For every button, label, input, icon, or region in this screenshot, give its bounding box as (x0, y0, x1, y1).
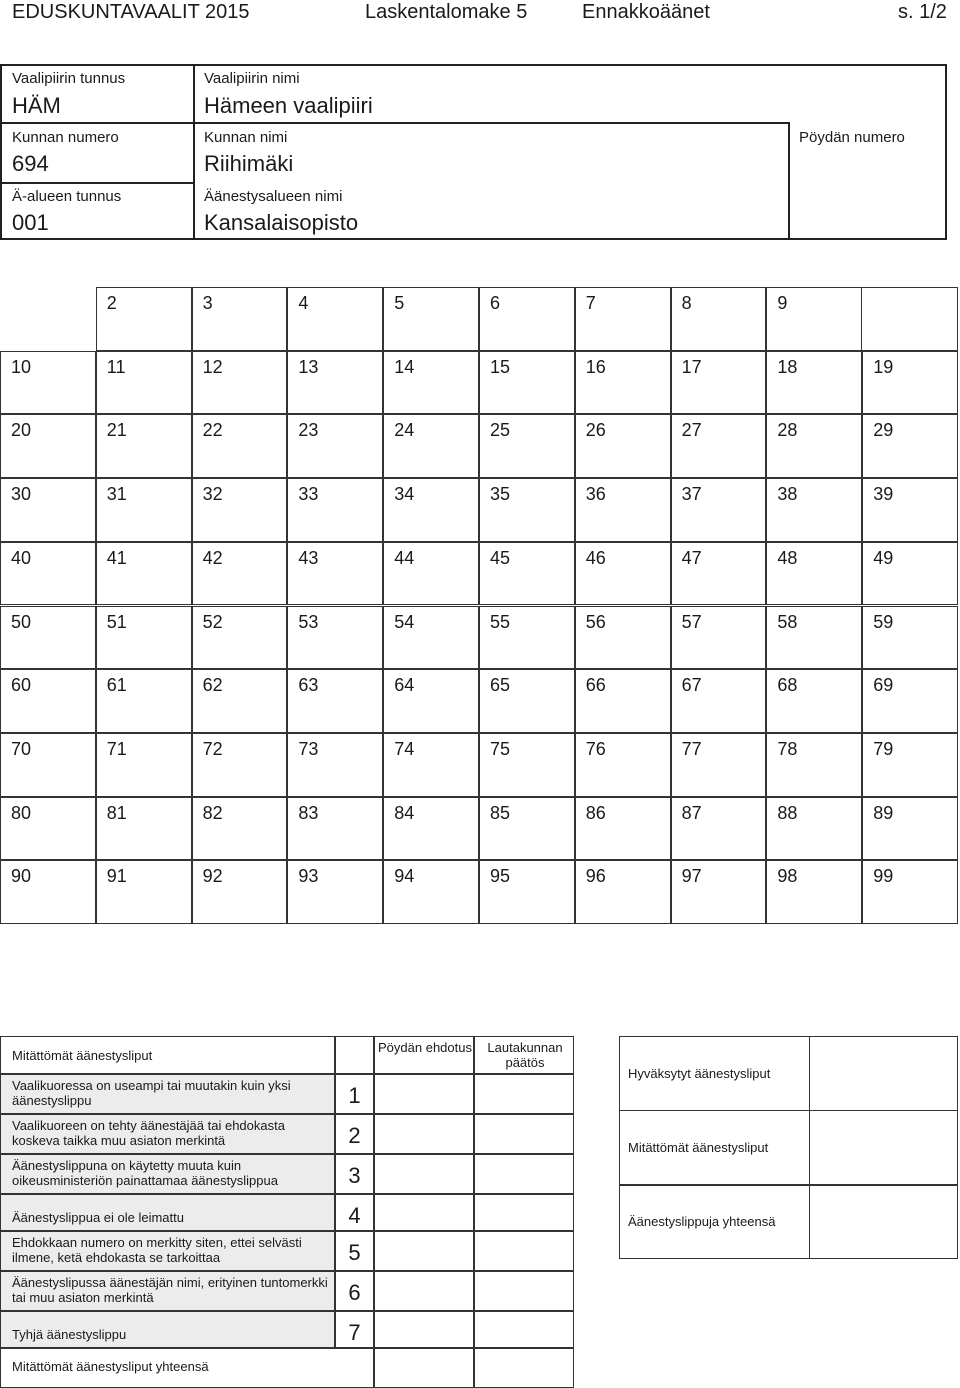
candidate-number: 13 (298, 356, 319, 377)
candidate-number: 65 (490, 675, 511, 696)
election-title: EDUSKUNTAVAALIT 2015 (12, 1, 250, 23)
candidate-number: 91 (106, 866, 127, 887)
candidate-cell[interactable] (383, 351, 479, 415)
candidate-number: 2 (106, 293, 117, 313)
invalid-reason-cell (0, 1074, 335, 1114)
candidate-cell[interactable] (671, 797, 767, 861)
invalid-reason-text: Vaalikuoressa on useampi tai muutakin kuin yksi äänestyslippu (12, 1078, 291, 1108)
invalid-total-cell (0, 1348, 374, 1388)
candidate-cell[interactable] (383, 542, 479, 606)
candidate-cell[interactable] (96, 669, 192, 733)
municipality-name-label: Kunnan nimi (204, 129, 288, 146)
candidate-number: 64 (394, 675, 415, 696)
candidate-number: 83 (298, 802, 319, 823)
candidate-number: 68 (777, 675, 798, 696)
summary-accepted-field[interactable] (810, 1037, 957, 1109)
candidate-number: 38 (777, 484, 798, 505)
candidate-number: 11 (106, 356, 126, 377)
candidate-number: 8 (681, 293, 692, 313)
candidate-cell[interactable] (575, 733, 671, 797)
table-number-divider (788, 122, 790, 240)
candidate-number: 85 (490, 802, 511, 823)
candidate-number: 10 (11, 356, 32, 377)
candidate-cell[interactable] (766, 669, 862, 733)
candidate-cell[interactable] (0, 606, 96, 670)
candidate-number: 40 (11, 547, 32, 568)
candidate-number: 6 (490, 293, 501, 313)
municipality-name: Riihimäki (204, 151, 294, 176)
candidate-cell[interactable] (766, 860, 862, 924)
candidate-cell[interactable] (96, 351, 192, 415)
candidate-number: 80 (11, 802, 32, 823)
table-proposal-field[interactable] (374, 1074, 474, 1114)
board-decision-header (474, 1036, 574, 1074)
candidate-cell[interactable] (671, 606, 767, 670)
vote-type: Ennakkoäänet (582, 1, 710, 23)
board-decision-field[interactable] (474, 1271, 574, 1311)
area-name: Kansalaisopisto (204, 210, 359, 235)
candidate-number: 43 (298, 547, 319, 568)
candidate-number: 66 (585, 675, 606, 696)
candidate-cell[interactable] (383, 414, 479, 478)
candidate-number: 87 (681, 802, 702, 823)
candidate-number: 82 (202, 802, 223, 823)
table-proposal-header (374, 1036, 474, 1074)
candidate-cell[interactable] (766, 797, 862, 861)
invalid-code: 2 (348, 1123, 361, 1148)
candidate-cell[interactable] (671, 414, 767, 478)
candidate-number: 12 (202, 356, 223, 377)
invalid-reason-cell (0, 1231, 335, 1271)
district-name: Hämeen vaalipiiri (204, 93, 373, 118)
candidate-number: 44 (394, 547, 415, 568)
candidate-number: 70 (11, 738, 32, 759)
invalid-reason-cell (0, 1311, 335, 1348)
invalid-total-label: Mitättömät äänestysliput yhteensä (12, 1359, 209, 1374)
candidate-number: 4 (298, 293, 309, 313)
candidate-number: 94 (394, 866, 415, 887)
info-divider (193, 64, 195, 240)
candidate-number: 33 (298, 484, 319, 505)
candidate-number: 61 (106, 675, 127, 696)
candidate-number: 50 (11, 611, 32, 632)
invalid-code: 3 (348, 1163, 361, 1188)
invalid-reason-cell (0, 1271, 335, 1311)
candidate-cell[interactable] (383, 733, 479, 797)
candidate-cell[interactable] (862, 860, 958, 924)
candidate-number: 93 (298, 866, 319, 887)
candidate-cell[interactable] (0, 542, 96, 606)
candidate-cell[interactable] (383, 287, 479, 351)
candidate-number: 30 (11, 484, 32, 505)
form-title: Laskentalomake 5 (365, 1, 528, 23)
candidate-cell[interactable] (383, 606, 479, 670)
candidate-number: 75 (490, 738, 511, 759)
candidate-number: 53 (298, 611, 319, 632)
candidate-cell[interactable] (862, 414, 958, 478)
candidate-cell[interactable] (575, 669, 671, 733)
candidate-number: 77 (681, 738, 702, 759)
candidate-number: 25 (490, 420, 511, 441)
invalid-code-cell (335, 1114, 374, 1154)
candidate-cell[interactable] (287, 606, 383, 670)
candidate-number: 20 (11, 420, 32, 441)
area-code-label: Ä-alueen tunnus (12, 188, 122, 205)
candidate-cell[interactable] (287, 669, 383, 733)
candidate-cell[interactable] (575, 478, 671, 542)
candidate-number: 52 (202, 611, 223, 632)
info-row-line (0, 182, 193, 184)
candidate-number: 88 (777, 802, 798, 823)
board-decision-field[interactable] (474, 1114, 574, 1154)
candidate-cell[interactable] (862, 797, 958, 861)
candidate-cell[interactable] (862, 542, 958, 606)
candidate-number: 3 (202, 293, 213, 313)
candidate-cell[interactable] (479, 287, 575, 351)
candidate-cell[interactable] (0, 669, 96, 733)
invalid-reason-cell (0, 1114, 335, 1154)
candidate-number: 84 (394, 802, 415, 823)
candidate-number: 42 (202, 547, 223, 568)
candidate-cell[interactable] (766, 414, 862, 478)
candidate-cell[interactable] (0, 797, 96, 861)
board-decision-field[interactable] (474, 1231, 574, 1271)
candidate-number: 34 (394, 484, 415, 505)
candidate-cell[interactable] (287, 478, 383, 542)
invalid-reason-text: Äänestyslippuna on käytetty muuta kuin oikeusministeriön painattamaa äänestyslippua (12, 1158, 278, 1188)
candidate-cell[interactable] (862, 478, 958, 542)
candidate-cell[interactable] (766, 733, 862, 797)
candidate-cell[interactable] (192, 414, 288, 478)
invalid-reason-text: Tyhjä äänestyslippu (12, 1327, 127, 1342)
candidate-cell[interactable] (192, 733, 288, 797)
code-header-cell (335, 1036, 374, 1074)
candidate-cell[interactable] (383, 669, 479, 733)
candidate-cell[interactable] (192, 606, 288, 670)
invalid-reason-cell (0, 1194, 335, 1231)
candidate-number: 98 (777, 866, 798, 887)
candidate-cell[interactable] (479, 733, 575, 797)
invalid-code-cell (335, 1194, 374, 1231)
candidate-number: 72 (202, 738, 223, 759)
candidate-cell[interactable] (96, 733, 192, 797)
candidate-cell[interactable] (96, 606, 192, 670)
candidate-number: 62 (202, 675, 223, 696)
candidate-number: 92 (202, 866, 223, 887)
candidate-cell[interactable] (766, 478, 862, 542)
candidate-number: 46 (585, 547, 606, 568)
candidate-number: 24 (394, 420, 415, 441)
candidate-number: 58 (777, 611, 798, 632)
candidate-cell[interactable] (575, 351, 671, 415)
candidate-number: 45 (490, 547, 511, 568)
candidate-number: 41 (106, 547, 127, 568)
col-table-proposal: Pöydän ehdotus (378, 1040, 472, 1055)
candidate-number: 47 (681, 547, 702, 568)
candidate-number: 15 (490, 356, 511, 377)
candidate-cell[interactable] (383, 860, 479, 924)
invalid-reason-text: Vaalikuoreen on tehty äänestäjää tai ehdokasta koskeva taikka muu asiaton merkintä (12, 1118, 285, 1148)
candidate-number: 51 (106, 611, 127, 632)
candidate-cell[interactable] (575, 542, 671, 606)
candidate-number: 17 (681, 356, 702, 377)
candidate-number: 99 (873, 866, 894, 887)
invalid-code-cell (335, 1074, 374, 1114)
candidate-cell[interactable] (671, 733, 767, 797)
candidate-cell[interactable] (862, 606, 958, 670)
candidate-cell[interactable] (0, 733, 96, 797)
invalid-reason-text: Ehdokkaan numero on merkitty siten, ettei selvästi ilmene, ketä ehdokasta se tarkoittaa (12, 1235, 302, 1265)
table-proposal-field[interactable] (374, 1311, 474, 1348)
candidate-number: 81 (106, 802, 127, 823)
invalid-title-cell (0, 1036, 335, 1074)
candidate-cell[interactable] (96, 478, 192, 542)
candidate-number: 26 (585, 420, 606, 441)
invalid-code: 5 (348, 1240, 361, 1265)
candidate-cell[interactable] (0, 351, 96, 415)
candidate-cell[interactable] (287, 287, 383, 351)
area-name-label: Äänestysalueen nimi (204, 188, 343, 205)
candidate-number: 16 (585, 356, 606, 377)
candidate-number: 23 (298, 420, 319, 441)
invalid-code-cell (335, 1154, 374, 1194)
invalid-reason-text: Äänestyslippua ei ole leimattu (12, 1210, 184, 1225)
info-row-line (0, 122, 790, 124)
candidate-number: 35 (490, 484, 511, 505)
candidate-cell[interactable] (575, 287, 671, 351)
candidate-cell[interactable] (575, 414, 671, 478)
table-proposal-field[interactable] (374, 1114, 474, 1154)
candidate-cell[interactable] (766, 351, 862, 415)
invalid-code: 1 (348, 1083, 361, 1108)
summary-total-label: Äänestyslippuja yhteensä (628, 1214, 776, 1229)
candidate-number: 63 (298, 675, 319, 696)
table-proposal-field[interactable] (374, 1271, 474, 1311)
candidate-number: 78 (777, 738, 798, 759)
board-decision-field[interactable] (474, 1074, 574, 1114)
candidate-number: 37 (681, 484, 702, 505)
candidate-number: 56 (585, 611, 606, 632)
invalid-reason-cell (0, 1154, 335, 1194)
col-board-decision: Lautakunnan päätös (487, 1040, 563, 1070)
candidate-cell[interactable] (862, 733, 958, 797)
invalid-code: 4 (348, 1203, 361, 1228)
board-decision-field[interactable] (474, 1154, 574, 1194)
municipality-number-label: Kunnan numero (12, 129, 119, 146)
candidate-cell[interactable] (766, 287, 862, 351)
candidate-cell[interactable] (96, 414, 192, 478)
table-proposal-field[interactable] (374, 1194, 474, 1231)
candidate-number: 7 (585, 293, 596, 313)
candidate-number: 57 (681, 611, 702, 632)
candidate-cell[interactable] (192, 351, 288, 415)
invalid-code-cell (335, 1311, 374, 1348)
candidate-cell[interactable] (383, 797, 479, 861)
candidate-cell[interactable] (0, 860, 96, 924)
candidate-cell[interactable] (766, 542, 862, 606)
candidate-cell[interactable] (287, 414, 383, 478)
invalid-code-cell (335, 1271, 374, 1311)
candidate-number: 67 (681, 675, 702, 696)
candidate-cell[interactable] (192, 860, 288, 924)
candidate-cell[interactable] (479, 351, 575, 415)
candidate-cell[interactable] (287, 351, 383, 415)
candidate-number: 32 (202, 484, 223, 505)
candidate-cell[interactable] (671, 860, 767, 924)
candidate-number: 86 (585, 802, 606, 823)
candidate-cell[interactable] (192, 542, 288, 606)
candidate-cell[interactable] (479, 669, 575, 733)
candidate-number: 18 (777, 356, 798, 377)
candidate-cell[interactable] (671, 478, 767, 542)
candidate-number: 54 (394, 611, 415, 632)
candidate-number: 9 (777, 293, 788, 313)
candidate-cell[interactable] (479, 797, 575, 861)
candidate-cell[interactable] (862, 351, 958, 415)
candidate-number: 71 (106, 738, 127, 759)
candidate-number: 29 (873, 420, 894, 441)
invalid-total-board-field[interactable] (474, 1348, 574, 1388)
candidate-number: 5 (394, 293, 405, 313)
info-box (0, 64, 947, 240)
candidate-cell[interactable] (862, 669, 958, 733)
table-number-label: Pöydän numero (799, 129, 905, 146)
candidate-number: 96 (585, 866, 606, 887)
invalid-total-table-field[interactable] (374, 1348, 474, 1388)
invalid-code: 7 (348, 1320, 361, 1345)
candidate-cell[interactable] (383, 478, 479, 542)
candidate-cell[interactable] (479, 860, 575, 924)
candidate-cell[interactable] (671, 351, 767, 415)
district-name-label: Vaalipiirin nimi (204, 70, 300, 87)
candidate-number: 60 (11, 675, 32, 696)
candidate-number: 36 (585, 484, 606, 505)
candidate-cell[interactable] (671, 669, 767, 733)
district-code-label: Vaalipiirin tunnus (12, 70, 126, 87)
summary-total-field[interactable] (810, 1186, 957, 1258)
board-decision-field[interactable] (474, 1194, 574, 1231)
candidate-cell[interactable] (287, 797, 383, 861)
summary-accepted-label: Hyväksytyt äänestysliput (628, 1066, 771, 1081)
candidate-cell[interactable] (575, 860, 671, 924)
candidate-number: 21 (106, 420, 127, 441)
candidate-cell[interactable] (96, 287, 192, 351)
invalid-title: Mitättömät äänestysliput (12, 1048, 153, 1063)
candidate-cell[interactable] (479, 542, 575, 606)
candidate-number: 69 (873, 675, 894, 696)
candidate-number: 14 (394, 356, 415, 377)
area-code: 001 (12, 210, 49, 235)
candidate-cell[interactable] (96, 542, 192, 606)
candidate-number: 73 (298, 738, 319, 759)
candidate-cell[interactable] (0, 414, 96, 478)
candidate-cell[interactable] (671, 287, 767, 351)
candidate-number: 49 (873, 547, 894, 568)
candidate-number: 55 (490, 611, 511, 632)
candidate-number: 79 (873, 738, 894, 759)
candidate-cell[interactable] (287, 733, 383, 797)
candidate-cell[interactable] (192, 478, 288, 542)
candidate-cell[interactable] (479, 414, 575, 478)
table-proposal-field[interactable] (374, 1154, 474, 1194)
page-number: s. 1/2 (898, 1, 947, 23)
candidate-number: 97 (681, 866, 702, 887)
candidate-cell[interactable] (96, 797, 192, 861)
candidate-cell[interactable] (575, 797, 671, 861)
invalid-code-cell (335, 1231, 374, 1271)
candidate-number: 59 (873, 611, 894, 632)
board-decision-field[interactable] (474, 1311, 574, 1348)
form-header (0, 0, 960, 28)
candidate-cell[interactable] (766, 606, 862, 670)
candidate-number: 76 (585, 738, 606, 759)
summary-invalid-label: Mitättömät äänestysliput (628, 1140, 769, 1155)
candidate-number: 19 (873, 356, 894, 377)
candidate-cell[interactable] (575, 606, 671, 670)
invalid-code: 6 (348, 1280, 361, 1305)
municipality-number: 694 (12, 151, 49, 176)
candidate-cell[interactable] (192, 287, 288, 351)
candidate-number: 89 (873, 802, 894, 823)
summary-invalid-field[interactable] (810, 1111, 957, 1183)
candidate-cell[interactable] (671, 542, 767, 606)
candidate-cell[interactable] (287, 542, 383, 606)
candidate-number: 39 (873, 484, 894, 505)
candidate-number: 95 (490, 866, 511, 887)
district-code: HÄM (12, 93, 61, 118)
candidate-number: 90 (11, 866, 32, 887)
candidate-cell[interactable] (287, 860, 383, 924)
candidate-number: 31 (106, 484, 127, 505)
candidate-cell[interactable] (0, 478, 96, 542)
candidate-number: 48 (777, 547, 798, 568)
candidate-cell[interactable] (479, 478, 575, 542)
candidate-cell[interactable] (479, 606, 575, 670)
candidate-number: 22 (202, 420, 223, 441)
invalid-reason-text: Äänestyslipussa äänestäjän nimi, erityinen tuntomerkki tai muu asiaton merkintä (12, 1275, 328, 1305)
candidate-number: 28 (777, 420, 798, 441)
candidate-number: 27 (681, 420, 702, 441)
candidate-cell[interactable] (96, 860, 192, 924)
candidate-cell[interactable] (192, 669, 288, 733)
candidate-number: 74 (394, 738, 415, 759)
candidate-cell[interactable] (192, 797, 288, 861)
table-proposal-field[interactable] (374, 1231, 474, 1271)
